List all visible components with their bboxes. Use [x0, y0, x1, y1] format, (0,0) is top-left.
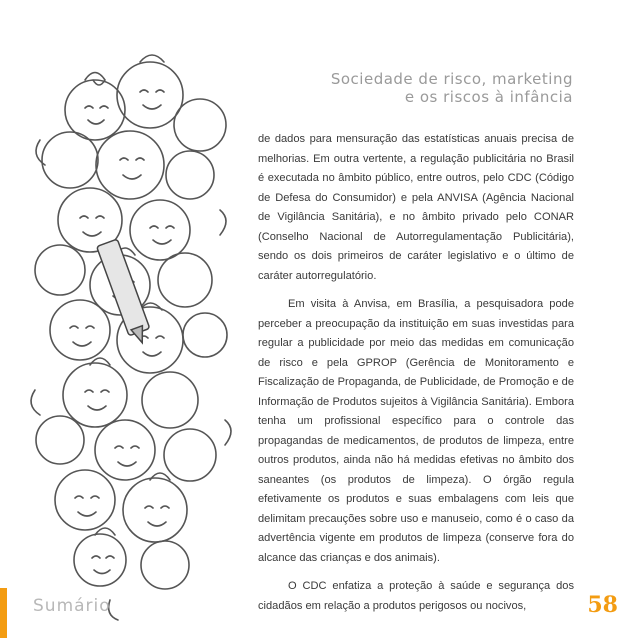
header-line-1: Sociedade de risco, marketing [330, 70, 573, 88]
accent-bar [0, 588, 7, 638]
paragraph: Em visita à Anvisa, em Brasília, a pesquisadora pode perceber a preocupação da instituição em suas investidas para regular a publicidade por meio das medidas em comunicação de risco e pela GPROP (Gerência de Monitoramento e Fiscalização de Propaganda, de Publicidade, de Promoção e de Informação de Produtos sujeitos à Vigilância Sanitária). Embora tenha um profissional específico para o controle das propagandas de medicamentos, de produtos de limpeza, entre outros produtos, ainda não há medidas efetivas no âmbito dos saneantes (os produtos de limpeza). O órgão regula efetivamente os produtos e suas embalagens com leis que delimitam precauções sobre uso e manuseio, como é o caso da advertência vigente em produtos de limpeza (conserve fora do alcance das crianças e dos animais). [258, 298, 574, 564]
header-line-2: e os riscos à infância [404, 88, 573, 106]
body-text [258, 130, 574, 625]
running-header [331, 70, 573, 106]
sumario-link[interactable]: Sumário [33, 596, 111, 616]
children-faces-doodle-icon [0, 0, 250, 638]
page-number: 58 [587, 592, 618, 618]
paragraph: de dados para mensuração das estatísticas anuais precisa de melhorias. Em outra vertente, a regulação publicitária no Brasil é executada no âmbito público, entre outros, pelo CDC (Código de Defesa do Consumidor) e pela ANVISA (Agência Nacional de Vigilância Sanitária), e no âmbito privado pelo CONAR (Conselho Nacional de Autorregulamentação Publicitária), sendo os dois primeiros de caráter legislativo e o último de caráter autorregulatório. [258, 133, 574, 282]
paragraph: O CDC enfatiza a proteção à saúde e segurança dos cidadãos em relação a produtos perigosos ou nocivos, [258, 580, 574, 612]
